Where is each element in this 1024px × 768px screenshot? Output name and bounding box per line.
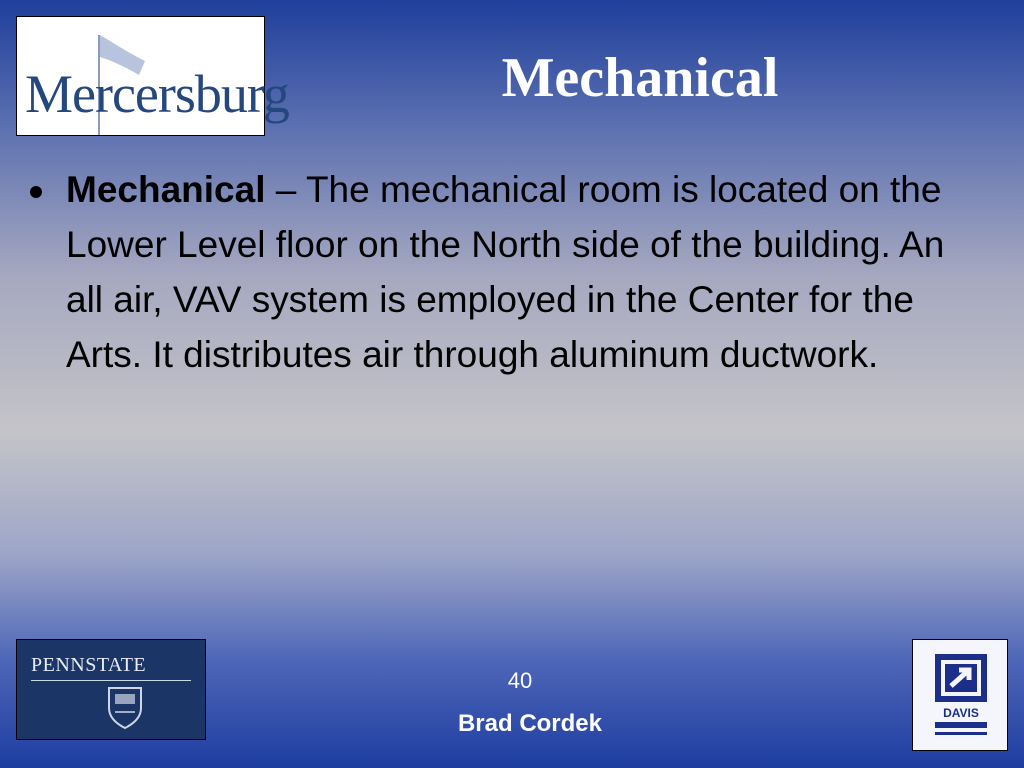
- slide-title: Mechanical: [501, 47, 779, 109]
- pennstate-logo: [16, 639, 206, 740]
- pennstate-rule: [31, 680, 191, 681]
- mercersburg-logo: [16, 16, 289, 136]
- davis-wordmark: DAVIS: [943, 706, 979, 720]
- bullet-item: [66, 162, 986, 382]
- shield-icon: [105, 684, 145, 730]
- page-number: 40: [507, 668, 533, 693]
- mercersburg-wordmark: Mercersburg: [25, 64, 289, 124]
- bullet-point-icon: [30, 186, 42, 198]
- bullet-description: – The mechanical room is located on the Lower Level floor on the North side of the building. An all air, VAV system is employed in the Center for the Arts. It distributes air through aluminum ductwork.: [66, 169, 945, 375]
- author-name: Brad Cordek: [457, 710, 603, 737]
- davis-arrow-icon: [913, 640, 1009, 752]
- bullet-term: Mechanical: [66, 169, 266, 210]
- pennstate-wordmark: PENNSTATE: [31, 654, 147, 676]
- davis-logo: [912, 639, 1008, 751]
